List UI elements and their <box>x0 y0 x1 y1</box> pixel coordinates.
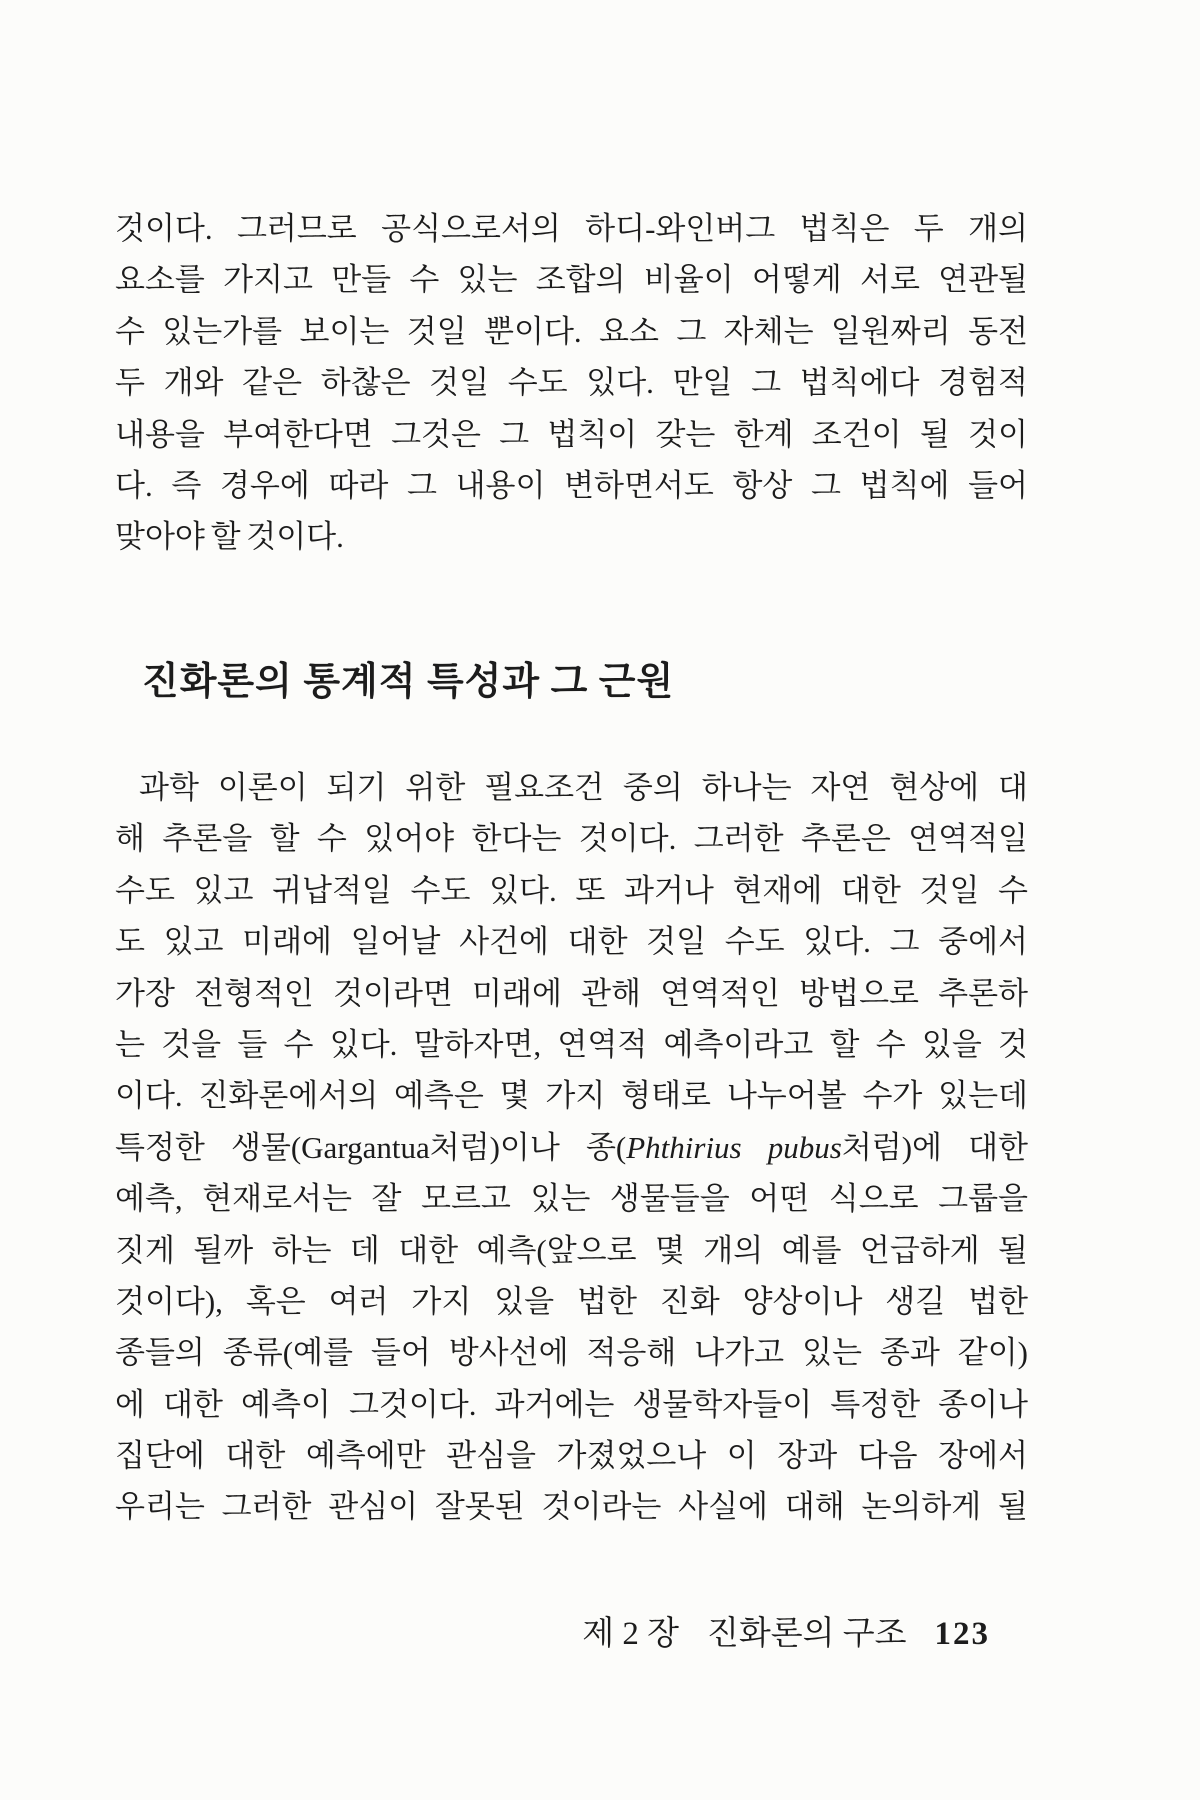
text-segment: 우리는 그러한 관심이 잘못된 것이라는 사실에 대해 논의하게 될 <box>115 1489 1028 1525</box>
text-segment: 것이다. 그러므로 공식으로서의 하디-와인버그 법칙은 두 개의 <box>115 211 1028 246</box>
text-segment: 가장 전형적인 것이라면 미래에 관해 연역적인 방법으로 추론하 <box>115 975 1028 1011</box>
paragraph-continuation <box>115 203 1028 563</box>
text-segment: 요소를 가지고 만들 수 있는 조합의 비율이 어떻게 서로 연관될 <box>115 262 1028 298</box>
species-name-italic: Phthirius pubus <box>626 1129 842 1165</box>
text-segment: 두 개와 같은 하찮은 것일 수도 있다. 만일 그 법칙에다 경험적 <box>115 365 1028 401</box>
text-segment: 과학 이론이 되기 위한 필요조건 중의 하나는 자연 현상에 대 <box>139 770 1028 805</box>
text-segment: 특정한 생물(Gargantua처럼)이나 종( <box>115 1129 627 1165</box>
text-line <box>115 409 1028 460</box>
text-line <box>115 460 1028 511</box>
text-segment: 종들의 종류(예를 들어 방사선에 적응해 나가고 있는 종과 같이) <box>115 1335 1028 1371</box>
text-line <box>115 1070 1028 1121</box>
text-segment: 해 추론을 할 수 있어야 한다는 것이다. 그러한 추론은 연역적일 <box>115 821 1028 857</box>
text-segment: 수 있는가를 보이는 것일 뿐이다. 요소 그 자체는 일원짜리 동전 <box>115 313 1028 349</box>
text-segment: 예측, 현재로서는 잘 모르고 있는 생물들을 어떤 식으로 그룹을 <box>115 1181 1028 1217</box>
text-segment: 것이다), 혹은 여러 가지 있을 법한 진화 양상이나 생길 법한 <box>115 1283 1028 1319</box>
text-line <box>115 357 1028 408</box>
footer-chapter-label: 제 2 장 <box>582 1616 679 1652</box>
text-segment: 맞아야 할 것이다. <box>115 519 344 555</box>
text-line <box>115 865 1028 916</box>
text-line <box>115 1379 1028 1430</box>
text-line <box>115 1481 1028 1532</box>
text-segment: 이다. 진화론에서의 예측은 몇 가지 형태로 나누어볼 수가 있는데 <box>115 1078 1028 1114</box>
paragraph-main <box>115 762 1028 1533</box>
text-line <box>115 1122 1028 1173</box>
text-segment: 수도 있고 귀납적일 수도 있다. 또 과거나 현재에 대한 것일 수 <box>115 872 1028 908</box>
text-line <box>115 1276 1028 1327</box>
text-line <box>115 916 1028 967</box>
text-line <box>115 1019 1028 1070</box>
text-segment: 처럼)에 대한 <box>841 1129 1028 1165</box>
text-segment: 다. 즉 경우에 따라 그 내용이 변하면서도 항상 그 법칙에 들어 <box>115 467 1028 503</box>
text-line <box>115 306 1028 357</box>
text-line <box>115 762 1028 813</box>
text-segment: 짓게 될까 하는 데 대한 예측(앞으로 몇 개의 예를 언급하게 될 <box>115 1232 1028 1268</box>
text-line <box>115 203 1028 254</box>
text-line <box>115 968 1028 1019</box>
section-heading: 진화론의 통계적 특성과 그 근원 <box>142 661 675 703</box>
text-segment: 는 것을 들 수 있다. 말하자면, 연역적 예측이라고 할 수 있을 것 <box>115 1026 1028 1062</box>
text-line <box>115 1173 1028 1224</box>
text-segment: 에 대한 예측이 그것이다. 과거에는 생물학자들이 특정한 종이나 <box>115 1386 1028 1422</box>
text-segment: 내용을 부여한다면 그것은 그 법칙이 갖는 한계 조건이 될 것이 <box>115 416 1028 452</box>
text-line <box>115 1327 1028 1378</box>
text-line <box>115 813 1028 864</box>
page-footer <box>582 1612 990 1656</box>
footer-section-title: 진화론의 구조 <box>706 1616 907 1652</box>
page-number: 123 <box>934 1616 990 1652</box>
text-line <box>115 254 1028 305</box>
text-segment: 도 있고 미래에 일어날 사건에 대한 것일 수도 있다. 그 중에서 <box>115 924 1028 960</box>
text-line <box>115 1430 1028 1481</box>
text-line <box>115 1225 1028 1276</box>
text-line <box>115 511 1028 562</box>
text-segment: 집단에 대한 예측에만 관심을 가졌었으나 이 장과 다음 장에서 <box>115 1438 1028 1474</box>
